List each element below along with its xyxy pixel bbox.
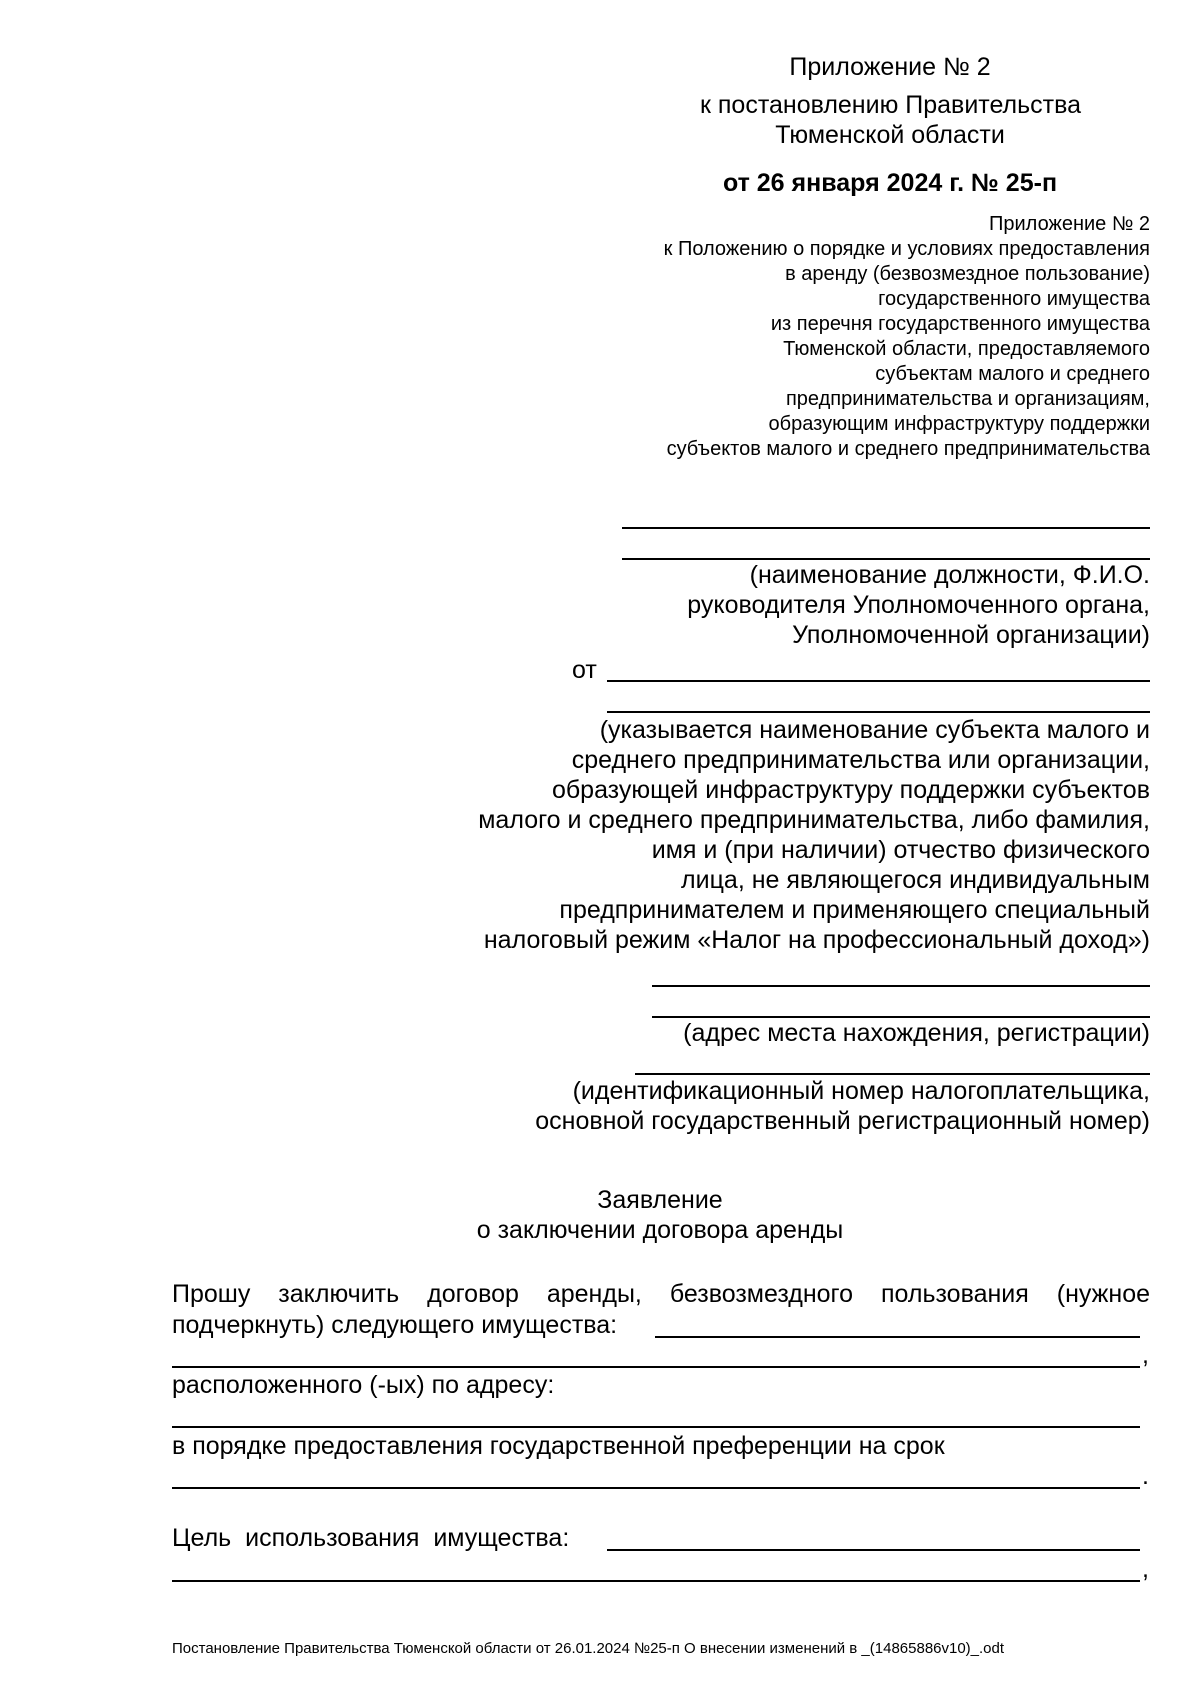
address-property-blank-line[interactable]: [172, 1426, 1140, 1428]
comma-mark: ,: [1142, 1341, 1149, 1369]
caption-line: налоговый режим «Налог на профессиональный доход»): [483, 926, 1150, 954]
page-footer: Постановление Правительства Тюменской области от 26.01.2024 №25-п О внесении изменений в _(14865886v10)_.odt: [172, 1640, 1005, 1657]
resolution-line-2: Тюменской области: [775, 121, 1005, 149]
caption-line: (наименование должности, Ф.И.О.: [749, 561, 1150, 589]
sub-appendix-line: Тюменской области, предоставляемого: [783, 338, 1150, 360]
sender-caption: [400, 715, 1150, 955]
request-line-1: Прошу заключить договор аренды, безвозмездного пользования (нужное: [172, 1280, 1150, 1308]
document-title: [300, 1185, 1020, 1245]
caption-line: лица, не являющегося индивидуальным: [681, 866, 1150, 894]
recipient-blank-line-1[interactable]: [622, 527, 1150, 529]
title-line-2: о заключении договора аренды: [476, 1216, 844, 1244]
caption-line: руководителя Уполномоченного органа,: [687, 591, 1150, 619]
sub-appendix-line: государственного имущества: [878, 288, 1150, 310]
located-label: расположенного (-ых) по адресу:: [172, 1371, 555, 1399]
caption-line: Уполномоченной организации): [792, 621, 1150, 649]
property-blank-line-2[interactable]: [172, 1366, 1140, 1368]
title-line-1: Заявление: [597, 1186, 723, 1214]
purpose-blank-line-2[interactable]: [172, 1580, 1140, 1582]
sub-appendix-line: субъектам малого и среднего: [875, 363, 1150, 385]
sender-blank-line-1[interactable]: [607, 680, 1150, 682]
resolution-reference: [700, 90, 1080, 150]
caption-line: имя и (при наличии) отчество физического: [651, 836, 1150, 864]
caption-line: малого и среднего предпринимательства, либо фамилия,: [478, 806, 1150, 834]
sub-appendix-line: к Положению о порядке и условиях предоставления: [663, 238, 1150, 260]
caption-line: предпринимателем и применяющего специальный: [559, 896, 1150, 924]
preference-label: в порядке предоставления государственной преференции на срок: [172, 1432, 945, 1460]
property-blank-line-1[interactable]: [655, 1336, 1140, 1338]
term-blank-line[interactable]: [172, 1487, 1140, 1489]
recipient-caption: [500, 560, 1150, 650]
caption-line: среднего предпринимательства или организации,: [571, 746, 1150, 774]
period-mark: .: [1142, 1462, 1149, 1490]
sub-appendix-line: субъектов малого и среднего предпринимательства: [666, 438, 1150, 460]
address-blank-line-1[interactable]: [652, 985, 1150, 987]
resolution-date-number: от 26 января 2024 г. № 25-п: [722, 169, 1058, 197]
purpose-label: Цель использования имущества:: [172, 1524, 570, 1552]
sub-appendix-line: из перечня государственного имущества: [770, 313, 1150, 335]
resolution-line-1: к постановлению Правительства: [700, 91, 1082, 119]
appendix-title: Приложение № 2: [789, 53, 991, 81]
address-caption: (адрес места нахождения, регистрации): [683, 1019, 1150, 1047]
inn-caption: [400, 1076, 1150, 1136]
caption-line: основной государственный регистрационный номер): [535, 1107, 1150, 1135]
comma-mark: ,: [1142, 1555, 1149, 1583]
caption-line: (указывается наименование субъекта малого и: [599, 716, 1150, 744]
sub-appendix-block: [500, 212, 1150, 462]
caption-line: (идентификационный номер налогоплательщика,: [572, 1077, 1150, 1105]
sub-appendix-line: Приложение № 2: [989, 213, 1150, 235]
caption-line: образующей инфраструктуру поддержки субъектов: [551, 776, 1150, 804]
sub-appendix-line: образующим инфраструктуру поддержки: [768, 413, 1150, 435]
sender-blank-line-2[interactable]: [607, 711, 1150, 713]
purpose-blank-line-1[interactable]: [607, 1549, 1140, 1551]
inn-blank-line[interactable]: [635, 1073, 1150, 1075]
from-label: от: [572, 656, 597, 684]
request-line-2: подчеркнуть) следующего имущества:: [172, 1311, 618, 1339]
sub-appendix-line: в аренду (безвозмездное пользование): [785, 263, 1150, 285]
sub-appendix-line: предпринимательства и организациям,: [785, 388, 1150, 410]
